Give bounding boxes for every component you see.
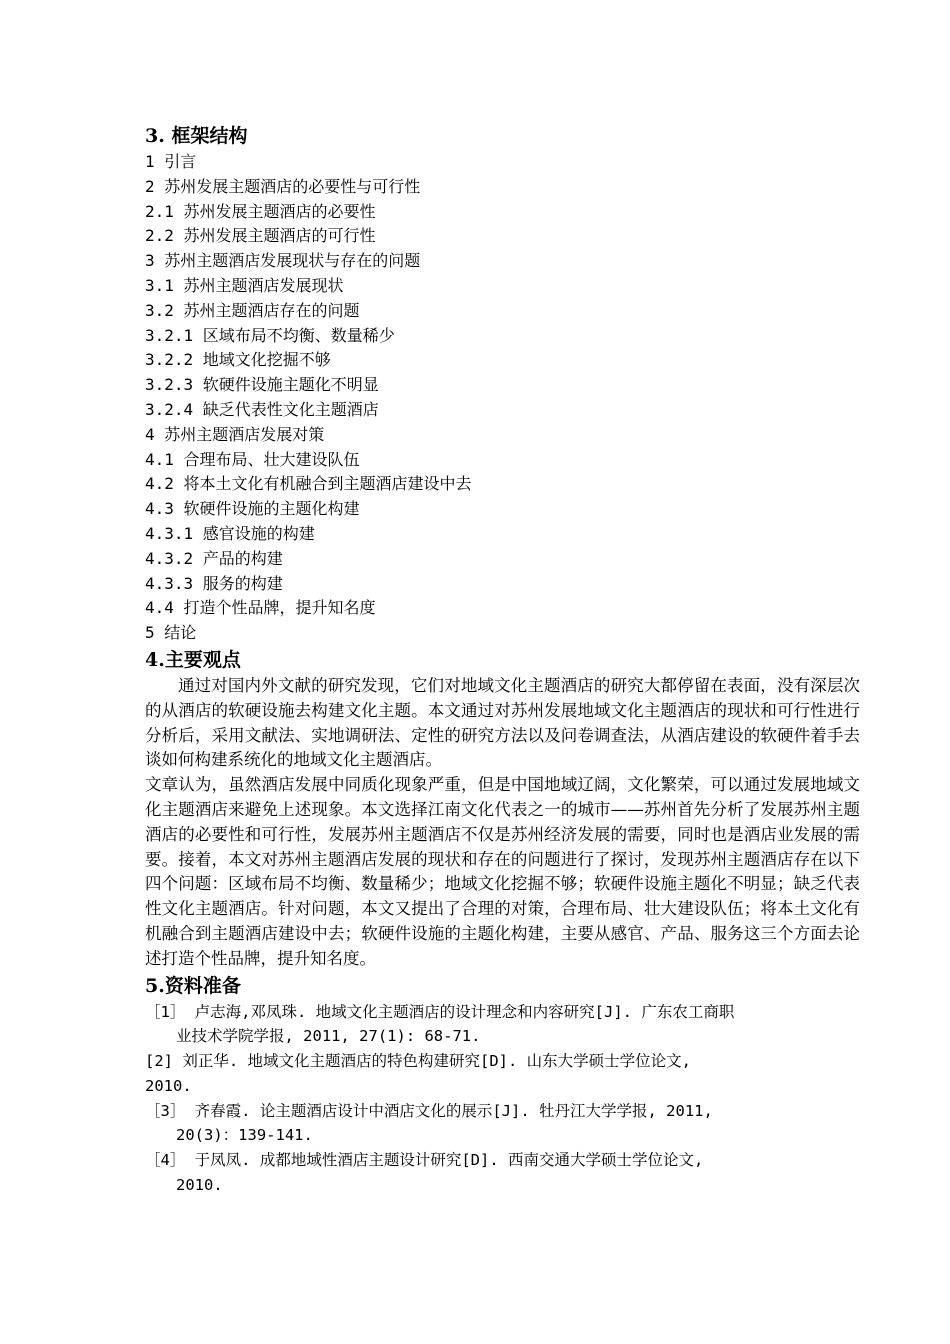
outline-item: 4.3 软硬件设施的主题化构建 [145,499,360,519]
outline-item: 2.2 苏州发展主题酒店的可行性 [145,226,376,246]
section-heading-viewpoints: 4.主要观点 [145,648,241,671]
outline-item: 3.2.2 地域文化挖掘不够 [145,350,331,370]
reference-line: 2010. [176,1176,223,1195]
outline-item: 4.3.1 感官设施的构建 [145,523,315,543]
outline-item: 5 结论 [145,623,197,643]
reference-line: ［3］ 齐春霞. 论主题酒店设计中酒店文化的展示[J]. 牡丹江大学学报, 2011, [145,1101,713,1120]
reference-line: 2010. [145,1076,192,1095]
outline-item: 4.3.3 服务的构建 [145,573,283,593]
outline-item: 4 苏州主题酒店发展对策 [145,424,325,444]
outline-item: 4.4 打造个性品牌，提升知名度 [145,598,376,618]
outline-item: 2.1 苏州发展主题酒店的必要性 [145,201,376,221]
outline-item: 3 苏州主题酒店发展现状与存在的问题 [145,251,421,271]
outline-item: 3.2.1 区域布局不均衡、数量稀少 [145,325,395,345]
reference-line: [2] 刘正华. 地域文化主题酒店的特色构建研究[D]. 山东大学硕士学位论文, [145,1052,691,1071]
viewpoint-paragraph: 通过对国内外文献的研究发现，它们对地域文化主题酒店的研究大都停留在表面，没有深层次的从酒店的软硬设施去构建文化主题。本文通过对苏州发展地域文化主题酒店的现状和可行性进行分析后，采用文献法、实地调研法、定性的研究方法以及问卷调查法，从酒店建设的软硬件着手去谈如何构建系统化的地域文化主题酒店。 [145,675,860,770]
reference-line: ［1］ 卢志海,邓凤珠. 地域文化主题酒店的设计理念和内容研究[J]. 广东农工商职 [145,1002,735,1021]
outline-item: 3.1 苏州主题酒店发展现状 [145,275,344,295]
section-heading-references: 5.资料准备 [145,974,241,997]
viewpoint-paragraph: 文章认为，虽然酒店发展中同质化现象严重，但是中国地域辽阔，文化繁荣，可以通过发展地域文化主题酒店来避免上述现象。本文选择江南文化代表之一的城市——苏州首先分析了发展苏州主题酒店的必要性和可行性，发展苏州主题酒店不仅是苏州经济发展的需要，同时也是酒店业发展的需要。接着，本文对苏州主题酒店发展的现状和存在的问题进行了探讨，发现苏州主题酒店存在以下四个问题：区域布局不均衡、数量稀少；地域文化挖掘不够；软硬件设施主题化不明显；缺乏代表性文化主题酒店。针对问题，本文又提出了合理的对策，合理布局、壮大建设队伍；将本土文化有机融合到主题酒店建设中去；软硬件设施的主题化构建，主要从感官、产品、服务这三个方面去论述打造个性品牌，提升知名度。 [145,775,860,968]
reference-line: 20(3)：139-141. [176,1126,313,1145]
outline-item: 3.2.4 缺乏代表性文化主题酒店 [145,399,379,419]
reference-line: ［4］ 于凤凤. 成都地域性酒店主题设计研究[D]. 西南交通大学硕士学位论文, [145,1151,704,1170]
document-page [145,122,860,1198]
outline-item: 3.2 苏州主题酒店存在的问题 [145,300,360,320]
outline-item: 1 引言 [145,152,197,171]
section-heading-framework: 3. 框架结构 [145,125,248,147]
outline-item: 4.1 合理布局、壮大建设队伍 [145,449,360,469]
reference-line: 业技术学院学报, 2011, 27(1): 68-71. [176,1027,481,1046]
outline-item: 4.3.2 产品的构建 [145,548,283,568]
outline-item: 2 苏州发展主题酒店的必要性与可行性 [145,176,421,196]
outline-item: 4.2 将本土文化有机融合到主题酒店建设中去 [145,474,472,494]
outline-list [145,150,860,646]
reference-list [145,1000,860,1198]
outline-item: 3.2.3 软硬件设施主题化不明显 [145,375,379,395]
